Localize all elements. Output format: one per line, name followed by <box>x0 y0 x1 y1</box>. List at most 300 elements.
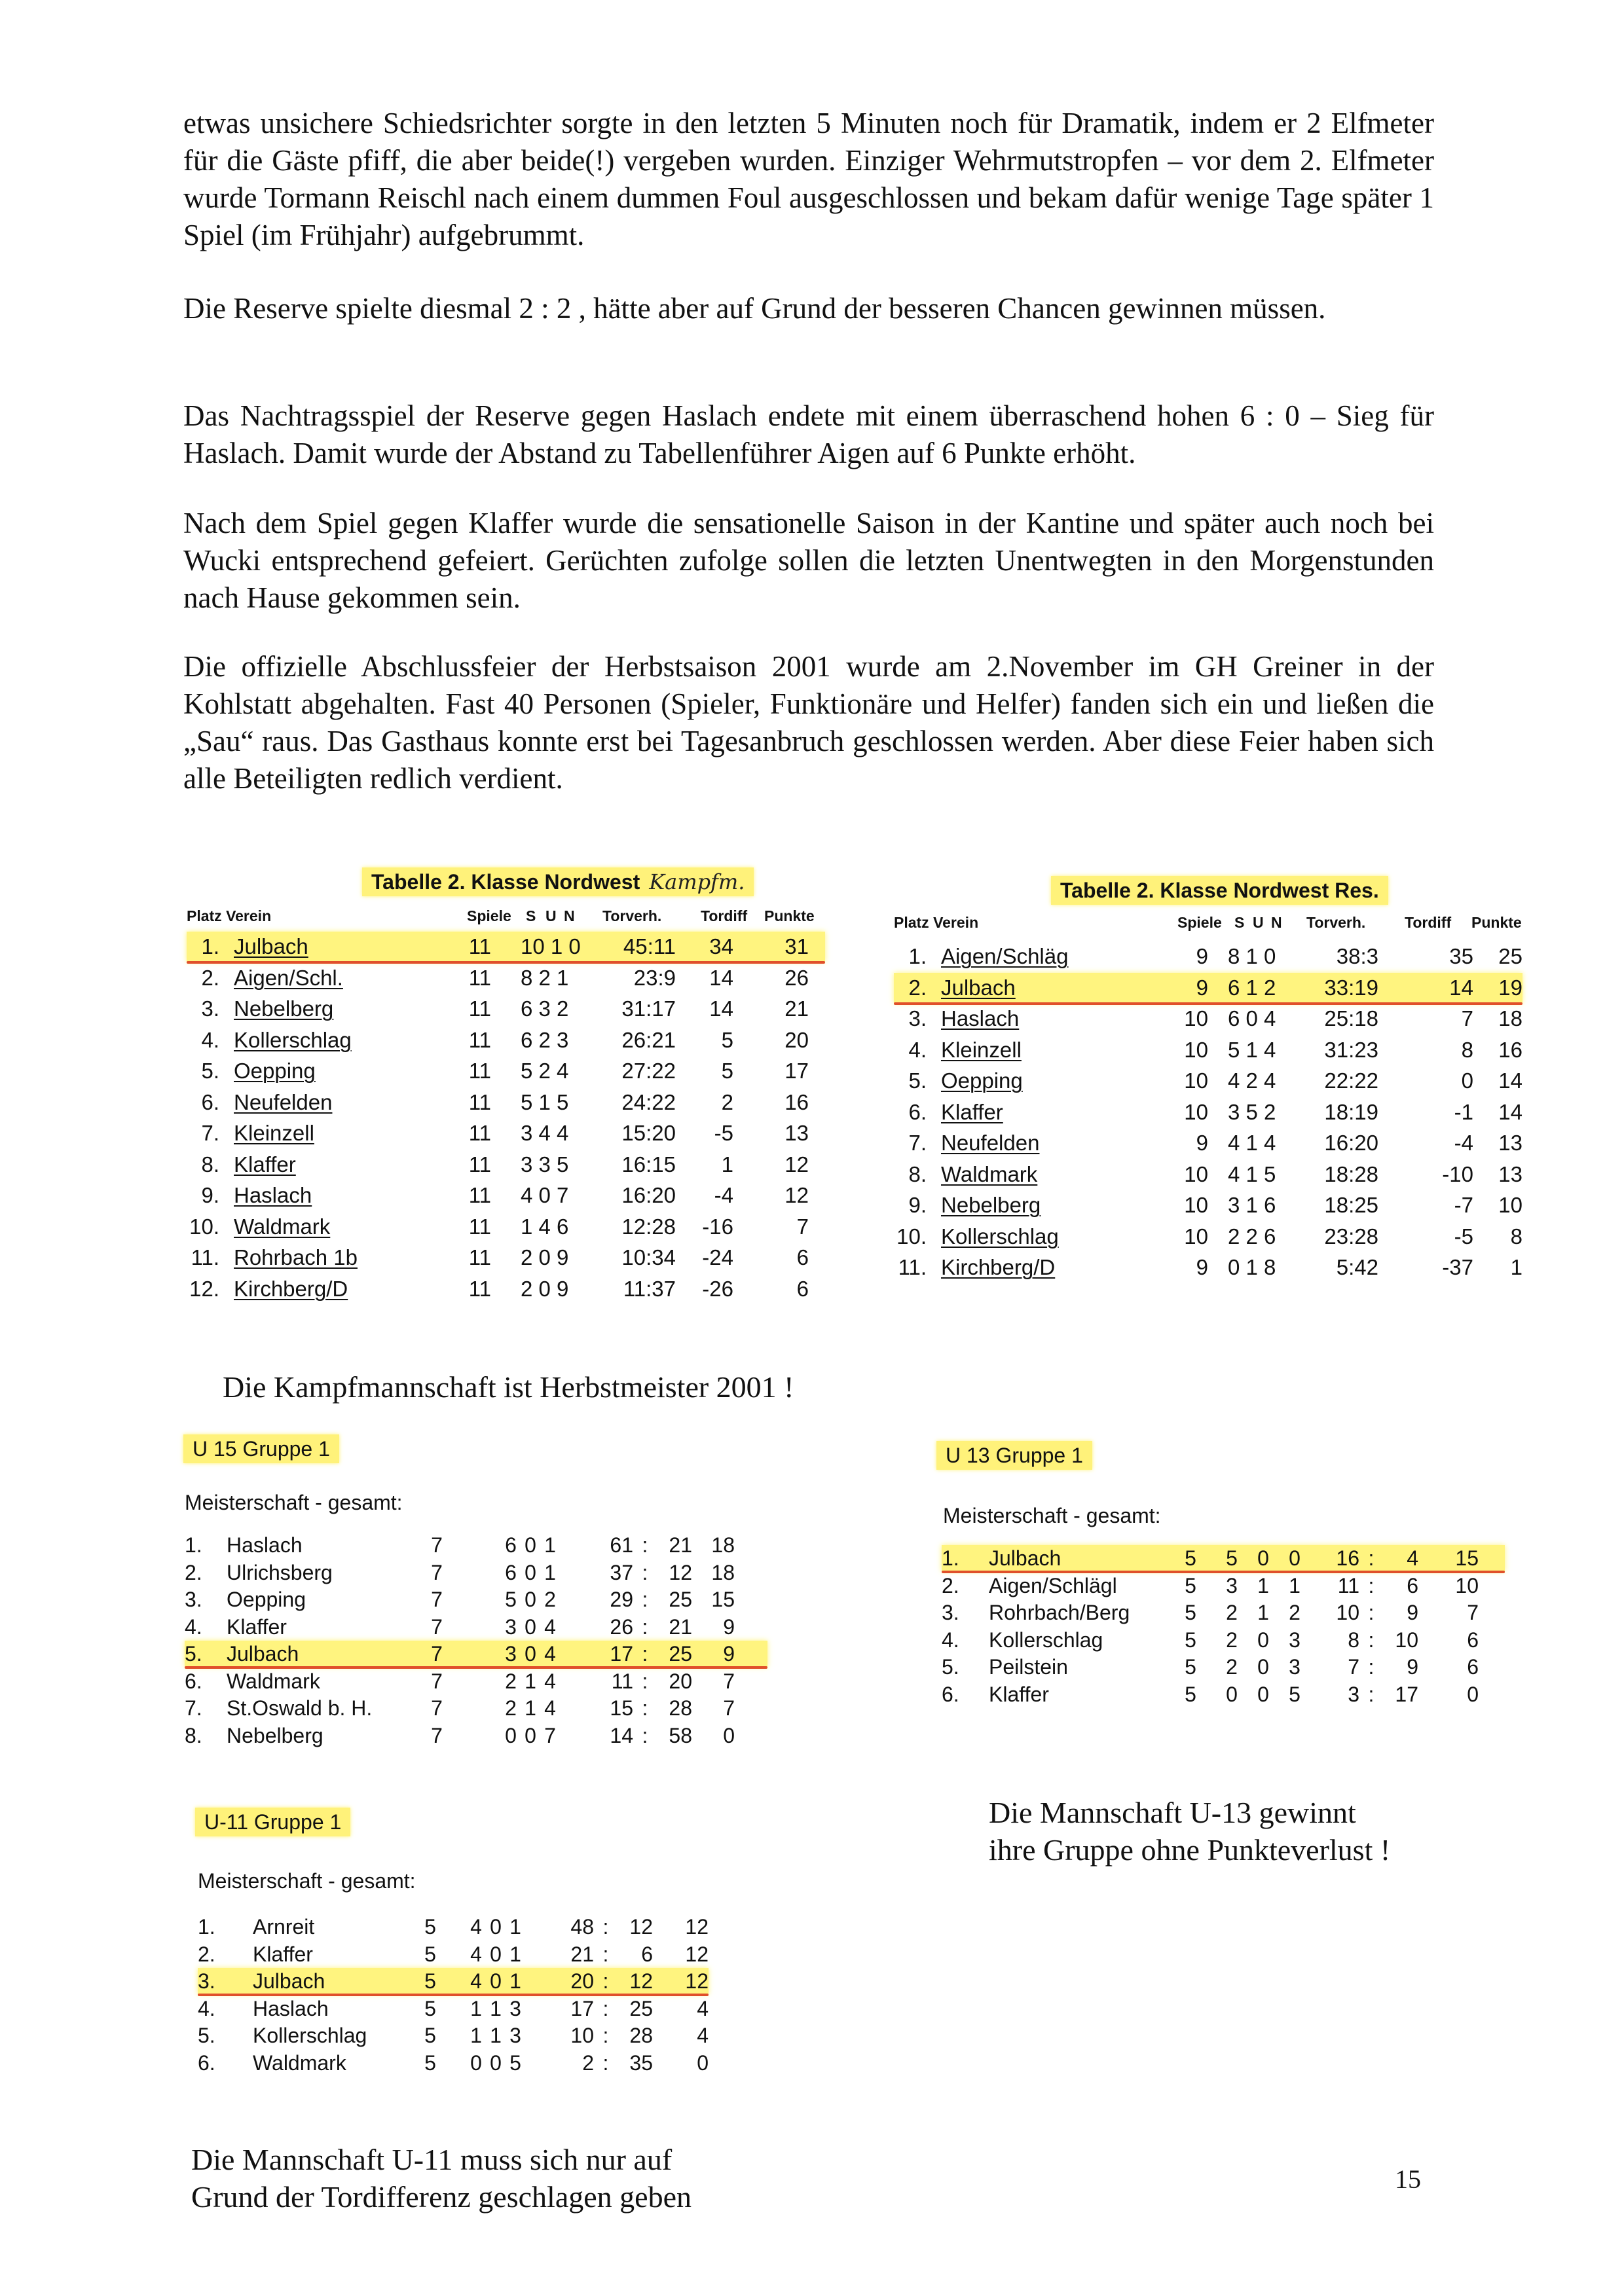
losses: 3 <box>1289 1628 1301 1652</box>
goal-difference: -24 <box>702 1245 733 1269</box>
goals-for: 10 <box>570 2024 594 2047</box>
goal-separator: : <box>642 1614 648 1639</box>
points: 10 <box>1498 1193 1522 1217</box>
rank: 9. <box>201 1183 219 1207</box>
goal-separator: : <box>642 1669 648 1693</box>
goal-separator: : <box>602 1969 609 1993</box>
points: 13 <box>1498 1131 1522 1155</box>
games-played: 10 <box>1184 1068 1208 1093</box>
rank: 3. <box>185 1588 202 1611</box>
team-name: Oepping <box>941 1068 1023 1093</box>
points: 0 <box>1467 1682 1479 1706</box>
goals-for: 29 <box>610 1588 633 1611</box>
team-name: Aigen/Schlägl <box>989 1573 1117 1597</box>
table-row <box>187 1025 825 1055</box>
team-name: Kollerschlag <box>234 1027 352 1052</box>
games-played: 5 <box>1185 1601 1196 1624</box>
table-row <box>185 1586 767 1613</box>
goals-for: 3 <box>1348 1682 1359 1706</box>
rank: 2. <box>201 965 219 990</box>
table-row <box>894 1190 1522 1220</box>
wins: 6 <box>505 1533 517 1557</box>
goals-against: 12 <box>629 1915 653 1939</box>
goals-for: 7 <box>1348 1655 1359 1679</box>
goals-against: 28 <box>629 2024 653 2047</box>
games-played: 5 <box>1185 1682 1196 1706</box>
kampf-header: Platz Verein Spiele S U N Torverh. Tordiff Punkte <box>187 907 815 924</box>
page-number: 15 <box>1395 2164 1421 2194</box>
games-played: 5 <box>424 2024 436 2047</box>
losses: 3 <box>509 1996 521 2020</box>
goals-against: 21 <box>669 1614 692 1639</box>
points: 7 <box>1467 1601 1479 1624</box>
losses: 2 <box>544 1588 556 1611</box>
goal-difference: 5 <box>721 1027 733 1052</box>
goal-ratio: 31:23 <box>1324 1037 1378 1062</box>
wins: 2 <box>1226 1655 1238 1679</box>
goal-ratio: 12:28 <box>621 1214 676 1239</box>
wins-draws-losses: 0 1 8 <box>1228 1255 1276 1279</box>
team-name: Kollerschlag <box>253 2024 367 2047</box>
losses: 1 <box>544 1560 556 1584</box>
team-name: Klaffer <box>227 1614 287 1639</box>
losses: 4 <box>544 1642 556 1666</box>
losses: 1 <box>509 1969 521 1993</box>
goal-ratio: 33:19 <box>1324 975 1378 1000</box>
rank: 1. <box>942 1546 959 1570</box>
goals-for: 17 <box>570 1996 594 2020</box>
rank: 5. <box>201 1059 219 1083</box>
losses: 0 <box>1289 1546 1301 1570</box>
points: 19 <box>1498 975 1522 1000</box>
games-played: 11 <box>468 1276 491 1301</box>
draws: 1 <box>1257 1601 1269 1624</box>
table-row <box>187 1274 825 1304</box>
wins: 3 <box>505 1614 517 1639</box>
losses: 5 <box>1289 1682 1301 1706</box>
team-name: Julbach <box>234 934 308 958</box>
rank: 2. <box>908 975 927 1000</box>
table-row <box>185 1559 767 1586</box>
paragraph-4: Nach dem Spiel gegen Klaffer wurde die sensationelle Saison in der Kantine und später auch noch bei Wucki entsprechend gefeiert. Gerüchten zufolge sollen die letzten Unentwegten in den Morgenstunden nach Hause gekommen sein. <box>183 507 1434 614</box>
paragraph-2: Die Reserve spielte diesmal 2 : 2 , hätte aber auf Grund der besseren Chancen gewinnen müssen. <box>183 292 1326 325</box>
goals-against: 35 <box>629 2050 653 2075</box>
goal-ratio: 18:19 <box>1324 1099 1378 1124</box>
losses: 1 <box>544 1533 556 1557</box>
goal-ratio: 15:20 <box>621 1121 676 1145</box>
u13-title: U 13 Gruppe 1 <box>936 1444 1092 1468</box>
team-name: Waldmark <box>941 1161 1038 1186</box>
goal-difference: -1 <box>1454 1099 1473 1124</box>
table-row <box>187 932 825 962</box>
team-name: Waldmark <box>227 1669 320 1693</box>
draws: 0 <box>1257 1628 1269 1652</box>
goal-ratio: 10:34 <box>621 1245 676 1269</box>
team-name: Julbach <box>253 1969 325 1993</box>
rank: 2. <box>198 1942 215 1966</box>
games-played: 10 <box>1184 1037 1208 1062</box>
team-name: Neufelden <box>234 1089 333 1114</box>
team-name: Haslach <box>227 1533 303 1557</box>
goals-against: 21 <box>669 1533 692 1557</box>
draws: 0 <box>525 1588 536 1611</box>
wins: 1 <box>470 2024 482 2047</box>
goal-ratio: 26:21 <box>621 1027 676 1052</box>
team-name: Aigen/Schläg <box>941 944 1069 968</box>
team-name: Nebelberg <box>234 996 334 1021</box>
draws: 1 <box>525 1696 536 1720</box>
goals-against: 10 <box>1395 1628 1418 1652</box>
draws: 0 <box>525 1533 536 1557</box>
goal-ratio: 22:22 <box>1324 1068 1378 1093</box>
goal-ratio: 16:20 <box>1324 1131 1378 1155</box>
u15-subtitle: Meisterschaft - gesamt: <box>185 1491 403 1514</box>
goal-ratio: 38:3 <box>1336 944 1378 968</box>
games-played: 11 <box>468 1059 491 1083</box>
table-row <box>187 1212 825 1242</box>
games-played: 11 <box>468 1152 491 1176</box>
points: 10 <box>1455 1573 1479 1597</box>
goal-separator: : <box>1368 1546 1375 1570</box>
rank: 2. <box>185 1560 202 1584</box>
games-played: 11 <box>468 1027 491 1052</box>
rank: 10. <box>189 1214 219 1239</box>
games-played: 9 <box>1196 1131 1208 1155</box>
goal-ratio: 16:15 <box>621 1152 676 1176</box>
wins: 2 <box>505 1696 517 1720</box>
u11-note-line-2: Grund der Tordifferenz geschlagen geben <box>191 2180 692 2214</box>
wins-draws-losses: 8 1 0 <box>1228 944 1276 968</box>
losses: 2 <box>1289 1601 1301 1624</box>
draws: 0 <box>490 1915 502 1939</box>
points: 16 <box>1498 1037 1522 1062</box>
wins-draws-losses: 2 2 6 <box>1228 1224 1276 1248</box>
goal-ratio: 18:25 <box>1324 1193 1378 1217</box>
games-played: 11 <box>468 1245 491 1269</box>
wins-draws-losses: 6 2 3 <box>521 1027 569 1052</box>
goal-difference: 0 <box>1461 1068 1473 1093</box>
goals-for: 14 <box>610 1723 633 1747</box>
rank: 5. <box>908 1068 927 1093</box>
rank: 12. <box>189 1276 219 1301</box>
goals-for: 26 <box>610 1614 633 1639</box>
goals-for: 11 <box>1337 1573 1359 1597</box>
reserve-table <box>894 871 1536 1316</box>
goals-for: 21 <box>570 1942 594 1966</box>
team-name: Haslach <box>253 1996 329 2020</box>
rank: 7. <box>185 1696 202 1720</box>
games-played: 7 <box>431 1642 443 1666</box>
goals-for: 10 <box>1336 1601 1359 1624</box>
paragraph-1: etwas unsichere Schiedsrichter sorgte in den letzten 5 Minuten noch für Dramatik, indem er 2 Elfmeter für die Gäste pfiff, die aber beide(!) vergeben wurden. Einziger Wehrmutstropfen – vor dem 2. Elfmeter wurde Tormann Reischl nach einem dummen Foul ausgeschlossen und bekam dafür wenige Tage später 1 Spiel (im Frühjahr) aufgebrummt. <box>183 107 1434 251</box>
points: 12 <box>685 1915 709 1939</box>
goal-separator: : <box>602 2024 609 2047</box>
u13-note-line-2: ihre Gruppe ohne Punkteverlust ! <box>989 1833 1391 1867</box>
goals-against: 12 <box>629 1969 653 1993</box>
rank: 4. <box>185 1614 202 1639</box>
goals-against: 6 <box>641 1942 653 1966</box>
losses: 4 <box>544 1614 556 1639</box>
wins: 0 <box>505 1723 517 1747</box>
points: 14 <box>1498 1099 1522 1124</box>
games-played: 10 <box>1184 1006 1208 1030</box>
rank: 3. <box>908 1006 927 1030</box>
losses: 5 <box>509 2050 521 2075</box>
games-played: 11 <box>468 1183 491 1207</box>
points: 7 <box>723 1669 735 1693</box>
points: 12 <box>784 1183 809 1207</box>
games-played: 9 <box>1196 975 1208 1000</box>
points: 4 <box>697 2024 709 2047</box>
games-played: 5 <box>1185 1573 1196 1597</box>
draws: 1 <box>490 2024 502 2047</box>
draws: 0 <box>1257 1546 1269 1570</box>
team-name: Arnreit <box>253 1915 315 1939</box>
team-name: Klaffer <box>941 1099 1003 1124</box>
goals-for: 37 <box>610 1560 633 1584</box>
games-played: 5 <box>424 1915 436 1939</box>
wins-draws-losses: 4 1 5 <box>1228 1161 1276 1186</box>
wins: 2 <box>505 1669 517 1693</box>
team-name: Julbach <box>941 975 1016 1000</box>
goal-ratio: 11:37 <box>623 1276 676 1301</box>
team-name: Waldmark <box>234 1214 331 1239</box>
goal-difference: 14 <box>709 965 733 990</box>
rank: 5. <box>185 1642 202 1666</box>
losses: 1 <box>509 1942 521 1966</box>
draws: 0 <box>525 1614 536 1639</box>
u11-note-line-1: Die Mannschaft U-11 muss sich nur auf <box>191 2143 673 2176</box>
points: 12 <box>685 1942 709 1966</box>
table-row <box>942 1681 1505 1707</box>
goal-difference: 7 <box>1461 1006 1473 1030</box>
games-played: 11 <box>468 1121 491 1145</box>
team-name: Kleinzell <box>234 1121 314 1145</box>
points: 12 <box>685 1969 709 1993</box>
goal-separator: : <box>642 1533 648 1557</box>
goal-ratio: 5:42 <box>1336 1255 1378 1279</box>
goals-for: 8 <box>1348 1628 1359 1652</box>
goal-difference: 14 <box>709 996 733 1021</box>
team-name: Nebelberg <box>227 1723 323 1747</box>
goals-against: 4 <box>1407 1546 1418 1570</box>
team-name: Kollerschlag <box>989 1628 1103 1652</box>
losses: 3 <box>509 2024 521 2047</box>
points: 7 <box>723 1696 735 1720</box>
table-row <box>187 1180 825 1211</box>
games-played: 7 <box>431 1560 443 1584</box>
goal-ratio: 27:22 <box>621 1059 676 1083</box>
rank: 7. <box>201 1121 219 1145</box>
rank: 9. <box>908 1193 927 1217</box>
points: 13 <box>784 1121 809 1145</box>
rank: 3. <box>942 1601 959 1624</box>
wins-draws-losses: 6 0 4 <box>1228 1006 1276 1030</box>
draws: 1 <box>525 1669 536 1693</box>
goal-difference: -37 <box>1442 1255 1473 1279</box>
points: 21 <box>784 996 809 1021</box>
table-row <box>185 1641 767 1667</box>
team-name: Kirchberg/D <box>234 1276 348 1301</box>
kampf-handwritten-note: Kampfm. <box>649 869 745 894</box>
goal-difference: 14 <box>1449 975 1473 1000</box>
u11-table <box>183 1810 773 2098</box>
table-row <box>185 1532 767 1558</box>
losses: 4 <box>544 1696 556 1720</box>
goals-against: 25 <box>669 1588 692 1611</box>
wins-draws-losses: 1 4 6 <box>521 1214 569 1239</box>
games-played: 5 <box>1185 1655 1196 1679</box>
goal-separator: : <box>602 2050 609 2075</box>
table-row <box>187 1150 825 1180</box>
goal-ratio: 45:11 <box>623 934 676 958</box>
rank: 3. <box>198 1969 215 1993</box>
wins-draws-losses: 6 3 2 <box>521 996 569 1021</box>
team-name: Rohrbach 1b <box>234 1245 358 1269</box>
rank: 7. <box>908 1131 927 1155</box>
draws: 0 <box>490 1969 502 1993</box>
team-name: Oepping <box>234 1059 316 1083</box>
games-played: 10 <box>1184 1099 1208 1124</box>
team-name: Neufelden <box>941 1131 1040 1155</box>
goals-against: 17 <box>1395 1682 1418 1706</box>
table-row <box>894 973 1522 1003</box>
goals-for: 17 <box>610 1642 633 1666</box>
goal-difference: -7 <box>1454 1193 1473 1217</box>
wins-draws-losses: 2 0 9 <box>521 1245 569 1269</box>
herbstmeister-statement: Die Kampfmannschaft ist Herbstmeister 2001 ! <box>223 1370 794 1404</box>
losses: 1 <box>1289 1573 1301 1597</box>
goals-against: 9 <box>1407 1655 1418 1679</box>
points: 26 <box>784 965 809 990</box>
u11-title: U-11 Gruppe 1 <box>195 1810 350 1834</box>
games-played: 7 <box>431 1533 443 1557</box>
goals-for: 20 <box>570 1969 594 1993</box>
team-name: St.Oswald b. H. <box>227 1696 373 1720</box>
games-played: 10 <box>1184 1161 1208 1186</box>
team-name: Kirchberg/D <box>941 1255 1056 1279</box>
losses: 1 <box>509 1915 521 1939</box>
wins: 4 <box>470 1915 482 1939</box>
team-name: Klaffer <box>253 1942 313 1966</box>
games-played: 5 <box>1185 1628 1196 1652</box>
goal-difference: -5 <box>714 1121 733 1145</box>
goal-ratio: 24:22 <box>621 1089 676 1114</box>
wins-draws-losses: 3 4 4 <box>521 1121 569 1145</box>
losses: 7 <box>544 1723 556 1747</box>
goal-difference: -26 <box>702 1276 733 1301</box>
wins: 3 <box>1226 1573 1238 1597</box>
table-row <box>187 1243 825 1273</box>
wins: 2 <box>1226 1601 1238 1624</box>
table-row <box>942 1545 1505 1571</box>
points: 18 <box>711 1560 735 1584</box>
rank: 8. <box>908 1161 927 1186</box>
points: 9 <box>723 1614 735 1639</box>
team-name: Klaffer <box>234 1152 296 1176</box>
points: 0 <box>723 1723 735 1747</box>
games-played: 7 <box>431 1588 443 1611</box>
team-name: Kollerschlag <box>941 1224 1059 1248</box>
goal-separator: : <box>642 1696 648 1720</box>
draws: 1 <box>490 1996 502 2020</box>
points: 12 <box>784 1152 809 1176</box>
goals-for: 48 <box>570 1915 594 1939</box>
table-row <box>894 1252 1522 1283</box>
team-name: Peilstein <box>989 1655 1068 1679</box>
rank: 6. <box>201 1089 219 1114</box>
team-name: Julbach <box>989 1546 1061 1570</box>
points: 0 <box>697 2050 709 2075</box>
goal-ratio: 23:28 <box>1324 1224 1378 1248</box>
team-name: Waldmark <box>253 2050 346 2075</box>
goal-difference: -10 <box>1442 1161 1473 1186</box>
points: 6 <box>796 1245 809 1269</box>
games-played: 11 <box>468 996 491 1021</box>
u13-table <box>923 1444 1513 1732</box>
goal-ratio: 25:18 <box>1324 1006 1378 1030</box>
goal-separator: : <box>642 1588 648 1611</box>
losses: 4 <box>544 1669 556 1693</box>
goals-against: 58 <box>669 1723 692 1747</box>
goal-separator: : <box>642 1560 648 1584</box>
points: 25 <box>1498 944 1522 968</box>
goal-difference: 1 <box>721 1152 733 1176</box>
draws: 0 <box>1257 1682 1269 1706</box>
wins-draws-losses: 8 2 1 <box>521 965 569 990</box>
wins-draws-losses: 5 1 5 <box>521 1089 569 1114</box>
draws: 0 <box>525 1560 536 1584</box>
goal-difference: 34 <box>709 934 733 958</box>
goal-separator: : <box>642 1723 648 1747</box>
wins-draws-losses: 5 1 4 <box>1228 1037 1276 1062</box>
goal-separator: : <box>1368 1682 1375 1706</box>
u13-note-line-1: Die Mannschaft U-13 gewinnt <box>989 1796 1356 1829</box>
games-played: 10 <box>1184 1224 1208 1248</box>
goals-for: 16 <box>1336 1546 1359 1570</box>
team-name: Aigen/Schl. <box>234 965 343 990</box>
goals-against: 20 <box>669 1669 692 1693</box>
wins: 0 <box>1226 1682 1238 1706</box>
table-row <box>894 941 1522 972</box>
goals-against: 12 <box>669 1560 692 1584</box>
draws: 0 <box>525 1723 536 1747</box>
team-name: Nebelberg <box>941 1193 1041 1217</box>
goal-separator: : <box>1368 1628 1375 1652</box>
rank: 1. <box>198 1915 215 1939</box>
games-played: 5 <box>1185 1546 1196 1570</box>
paragraph-3: Das Nachtragsspiel der Reserve gegen Haslach endete mit einem überraschend hohen 6 : 0 – Sieg für Haslach. Damit wurde der Abstand zu Tabellenführer Aigen auf 6 Punkte erhöht. <box>183 399 1434 469</box>
points: 15 <box>1455 1546 1479 1570</box>
losses: 3 <box>1289 1655 1301 1679</box>
team-name: Ulrichsberg <box>227 1560 333 1584</box>
rank: 4. <box>908 1037 927 1062</box>
rank: 5. <box>942 1655 959 1679</box>
wins: 3 <box>505 1642 517 1666</box>
goals-for: 2 <box>582 2050 594 2075</box>
goals-for: 15 <box>610 1696 633 1720</box>
u15-title: U 15 Gruppe 1 <box>183 1437 339 1461</box>
rank: 11. <box>191 1245 219 1269</box>
table-row <box>185 1614 767 1640</box>
table-row <box>198 1968 709 1994</box>
rank: 3. <box>201 996 219 1021</box>
goals-against: 28 <box>669 1696 692 1720</box>
rank: 4. <box>942 1628 959 1652</box>
table-row <box>185 1695 767 1721</box>
points: 13 <box>1498 1161 1522 1186</box>
rank: 6. <box>185 1669 202 1693</box>
